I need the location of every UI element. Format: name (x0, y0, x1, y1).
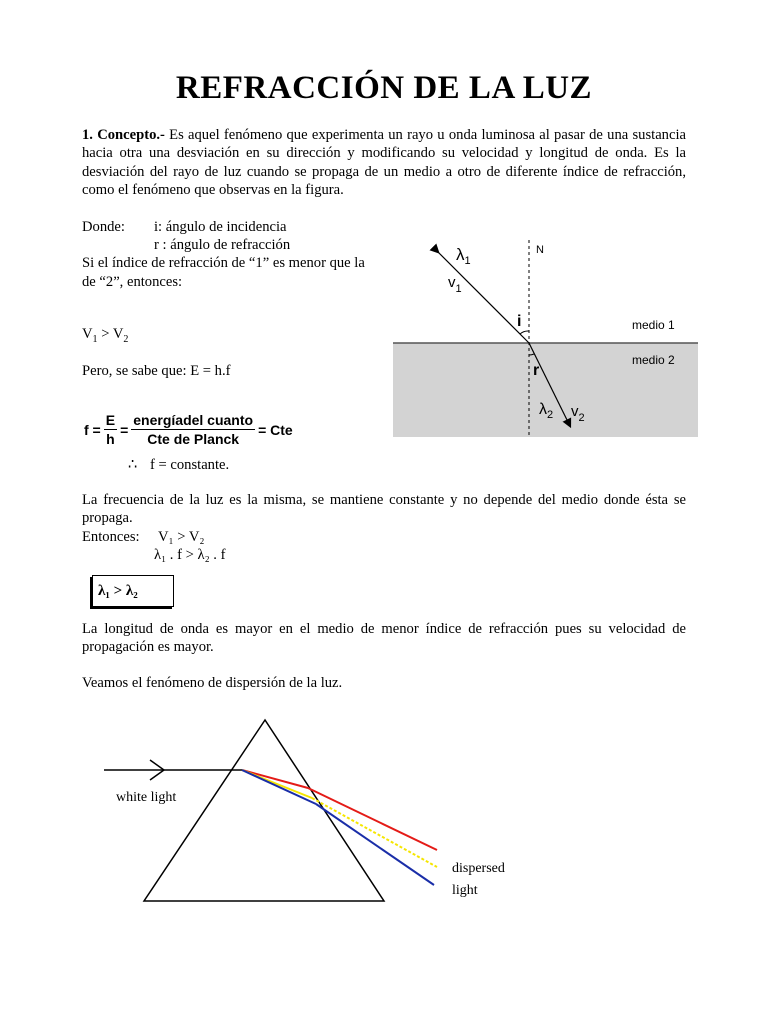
page-title: REFRACCIÓN DE LA LUZ (175, 70, 593, 106)
prism-dispersion-diagram (100, 715, 520, 905)
donde-label: Donde: (82, 219, 125, 235)
v1-symbol: V (82, 326, 93, 342)
therefore-symbol: ∴ (128, 457, 138, 473)
condition-line-1: Si el índice de refracción de “1” es menor que la (82, 255, 365, 271)
fraction-e: E (105, 412, 116, 428)
formula-rhs: = Cte (258, 421, 293, 438)
entonces-label: Entonces: (82, 529, 140, 545)
lambda-2-label: $\lambda_2$ (539, 401, 554, 421)
fraction-planck: Cte de Planck (147, 431, 240, 447)
v1-subscript: 1 (92, 333, 98, 345)
formula-eq: = (120, 421, 129, 438)
wavelength-result-box: λ₁ > λ₂ (92, 575, 174, 607)
dispersed-blue-ray (316, 804, 434, 885)
incidence-definition: i: ángulo de incidencia (154, 219, 287, 235)
wavelength-paragraph: La longitud de onda es mayor en el medio de menor índice de refracción pues su velocidad de propagación es mayor. (82, 621, 686, 656)
refraction-definition: r : ángulo de refracción (154, 237, 291, 253)
angle-i-label: i (517, 313, 522, 330)
angle-i-arc (520, 331, 529, 334)
medium-2-label: medio 2 (632, 353, 675, 367)
fraction-energy: energíadel cuanto (133, 412, 254, 428)
dispersed-red-ray (308, 788, 437, 850)
dispersed-label: dispersed (452, 861, 505, 876)
v1-label: $v_1$ (448, 274, 462, 295)
entonces-velocity: V₁ > V₂ (158, 529, 205, 545)
dispersion-intro: Veamos el fenómeno de dispersión de la luz. (82, 675, 343, 691)
dispersed-yellow-ray (312, 798, 437, 867)
constant-frequency: f = constante. (150, 457, 230, 473)
medium-1-label: medio 1 (632, 318, 675, 332)
energy-line: Pero, se sabe que: E = h.f (82, 363, 231, 379)
concept-paragraph (82, 126, 686, 200)
normal-label: N (536, 244, 544, 256)
fraction-energy-planck (131, 412, 255, 447)
concept-heading: 1. Concepto.- (82, 127, 165, 143)
prism (144, 720, 384, 901)
v2-label: $v_2$ (571, 403, 585, 424)
fraction-e-h (104, 412, 117, 447)
velocity-relation (82, 325, 128, 349)
refraction-diagram (380, 230, 700, 442)
white-light-label: white light (116, 790, 177, 805)
frequency-formula (84, 412, 293, 447)
gt-symbol: > (97, 326, 113, 342)
v2-subscript: 2 (123, 333, 129, 345)
angle-r-label: r (533, 362, 540, 379)
fraction-h: h (106, 431, 115, 447)
concept-text: Es aquel fenómeno que experimenta un rayo u onda luminosa al pasar de una sustancia hacia otra una desviación en su dirección y modificando su velocidad y longitud de onda. Es la desviación del rayo de luz cuando se propaga de un medio a otro de diferente índice de refracción, como el fenómeno que observas en la figura. (82, 127, 686, 199)
frequency-paragraph: La frecuencia de la luz es la misma, se mantiene constante y no depende del medio donde ésta se propaga. (82, 492, 686, 527)
v2-symbol: V (112, 326, 124, 342)
incident-ray (438, 252, 529, 343)
entonces-lambda: λ₁ . f > λ₂ . f (154, 547, 226, 563)
light-label: light (452, 883, 478, 898)
condition-line-2: de “2”, entonces: (82, 274, 183, 290)
lambda-1-label: $\lambda_1$ (456, 245, 471, 267)
formula-f-eq: f = (84, 421, 101, 438)
